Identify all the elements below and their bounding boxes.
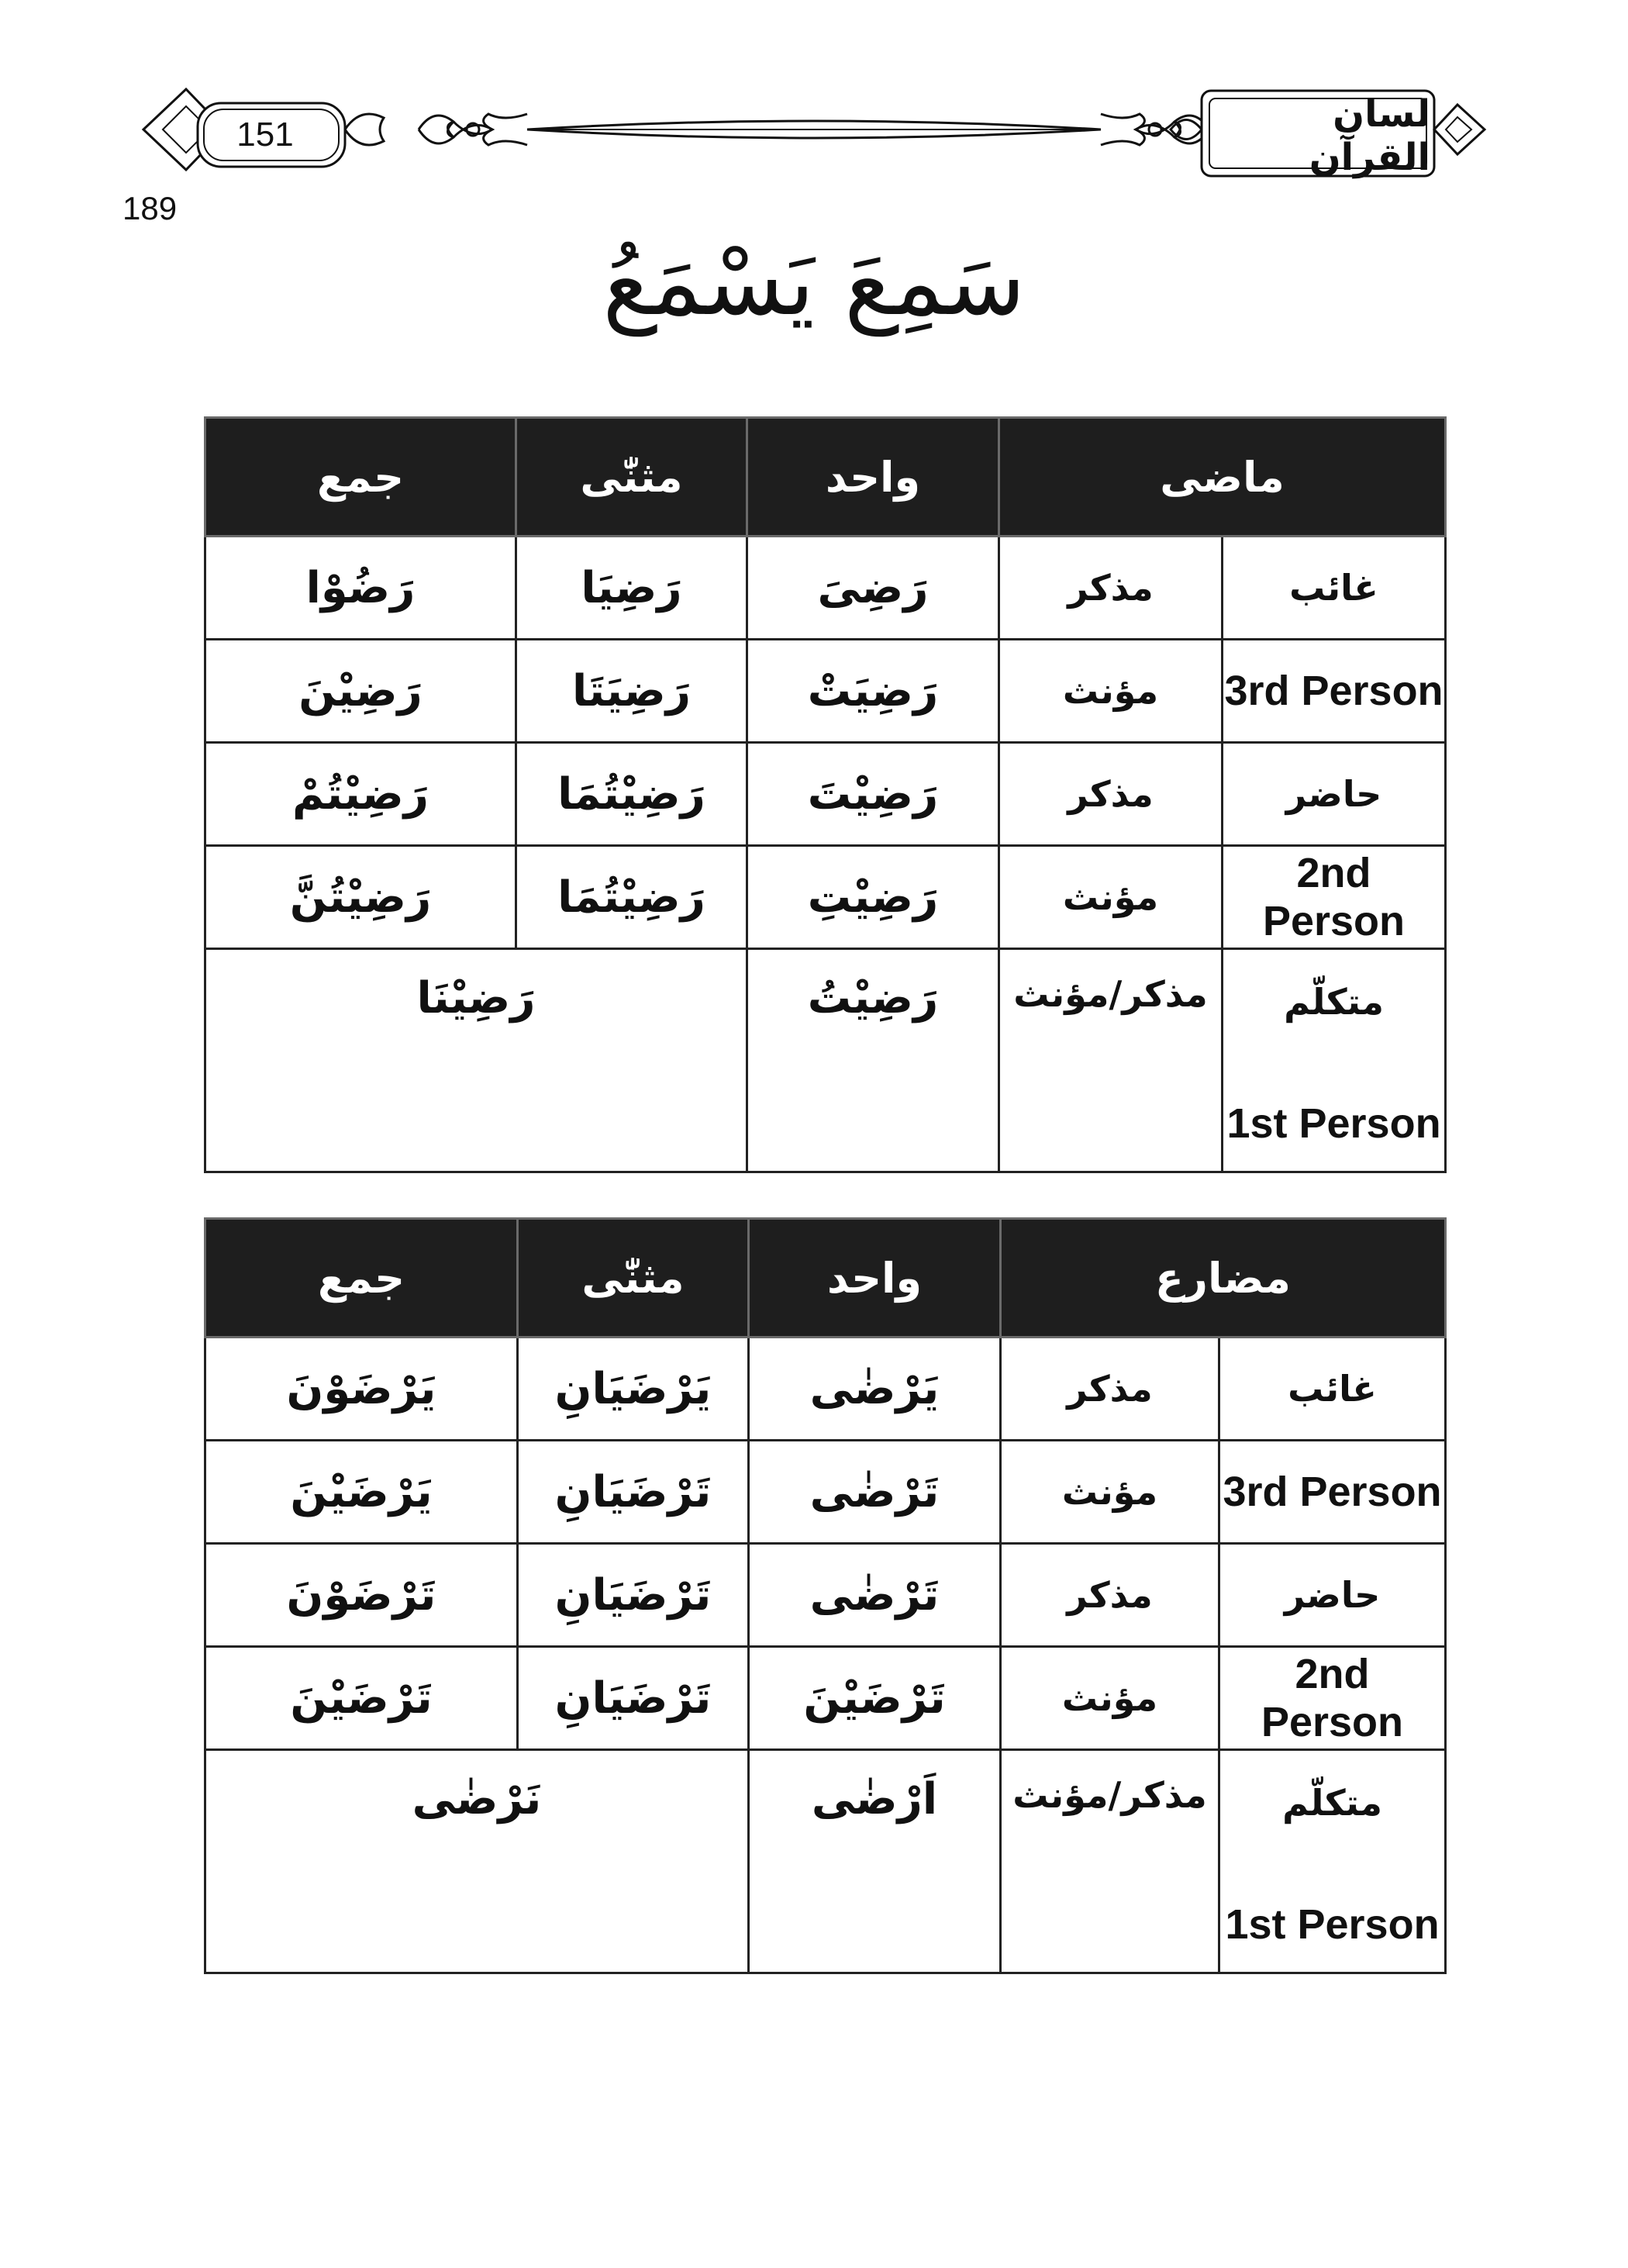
plural-cell: تَرْضَیْنَ [205,1647,518,1750]
book-title: لسان القرآن [1309,92,1430,179]
singular-cell: رَضِیَتْ [747,640,999,743]
first-person-label-cell [1219,1750,1446,1973]
table-row [205,846,1446,949]
dual-cell: تَرْضَیَانِ [518,1544,749,1647]
plural-cell: تَرْضَوْنَ [205,1544,518,1647]
table-header-row [205,418,1446,537]
gender-cell: مذکر [999,537,1223,640]
plural-cell: رَضِیْنَ [205,640,516,743]
plural-header: جمع [205,418,516,537]
table-row [205,1647,1446,1750]
first-person-label-cell [1223,949,1446,1172]
plural-cell: نَرْضٰی [205,1750,749,1973]
table-row [205,640,1446,743]
table-row [205,1338,1446,1441]
gender-cell: مذکر/مؤنث [1001,1750,1219,1973]
person-cell: حاضر [1219,1544,1446,1647]
tense-header: ماضی [999,418,1446,537]
first-person-english-label: 1st Person [1226,1100,1441,1147]
first-person-urdu-label: متکلّم [1284,981,1384,1023]
gender-cell: مؤنث [1001,1441,1219,1544]
gender-cell: مذکر [1001,1544,1219,1647]
first-person-english-label: 1st Person [1225,1901,1440,1948]
singular-cell: رَضِیْتِ [747,846,999,949]
table-header-row [205,1219,1446,1338]
singular-cell: اَرْضٰی [749,1750,1001,1973]
gender-cell: مؤنث [1001,1647,1219,1750]
dual-cell: رَضِیَا [516,537,747,640]
table-row [205,1441,1446,1544]
plural-cell: رَضِیْتُنَّ [205,846,516,949]
singular-cell: رَضِیْتَ [747,743,999,846]
singular-cell: رَضِیْتُ [747,949,999,1172]
singular-header: واحد [747,418,999,537]
dual-cell: رَضِیْتُمَا [516,743,747,846]
singular-cell: رَضِیَ [747,537,999,640]
singular-cell: تَرْضَیْنَ [749,1647,1001,1750]
person-cell: 2nd Person [1223,846,1446,949]
singular-cell: تَرْضٰی [749,1441,1001,1544]
plural-cell: رَضِیْنَا [205,949,747,1172]
dual-cell: رَضِیَتَا [516,640,747,743]
dual-cell: رَضِیْتُمَا [516,846,747,949]
gender-cell: مذکر [999,743,1223,846]
plural-header: جمع [205,1219,518,1338]
gender-cell: مذکر/مؤنث [999,949,1223,1172]
page-title: سَمِعَ یَسْمَعُ [602,229,1026,337]
side-page-number: 189 [122,190,178,226]
page-number: 151 [236,116,294,154]
tense-header: مضارع [1001,1219,1446,1338]
dual-header: مثنّٰی [518,1219,749,1338]
person-cell: 2nd Person [1219,1647,1446,1750]
plural-cell: رَضِیْتُمْ [205,743,516,846]
plural-cell: رَضُوْا [205,537,516,640]
gender-cell: مؤنث [999,846,1223,949]
plural-cell: یَرْضَوْنَ [205,1338,518,1441]
dual-cell: تَرْضَیَانِ [518,1647,749,1750]
singular-header: واحد [749,1219,1001,1338]
first-person-row [205,949,1446,1172]
singular-cell: تَرْضٰی [749,1544,1001,1647]
person-cell: غائب [1223,537,1446,640]
mudari-table [204,1217,1447,1974]
dual-cell: تَرْضَیَانِ [518,1441,749,1544]
table-row [205,1544,1446,1647]
person-cell: حاضر [1223,743,1446,846]
plural-cell: یَرْضَیْنَ [205,1441,518,1544]
dual-cell: یَرْضَیَانِ [518,1338,749,1441]
madi-table [204,416,1447,1173]
gender-cell: مذکر [1001,1338,1219,1441]
gender-cell: مؤنث [999,640,1223,743]
dual-header: مثنّٰی [516,418,747,537]
person-cell: غائب [1219,1338,1446,1441]
singular-cell: یَرْضٰی [749,1338,1001,1441]
table-row [205,743,1446,846]
person-cell: 3rd Person [1223,640,1446,743]
person-cell: 3rd Person [1219,1441,1446,1544]
first-person-urdu-label: متکلّم [1282,1782,1382,1824]
first-person-row [205,1750,1446,1973]
table-row [205,537,1446,640]
